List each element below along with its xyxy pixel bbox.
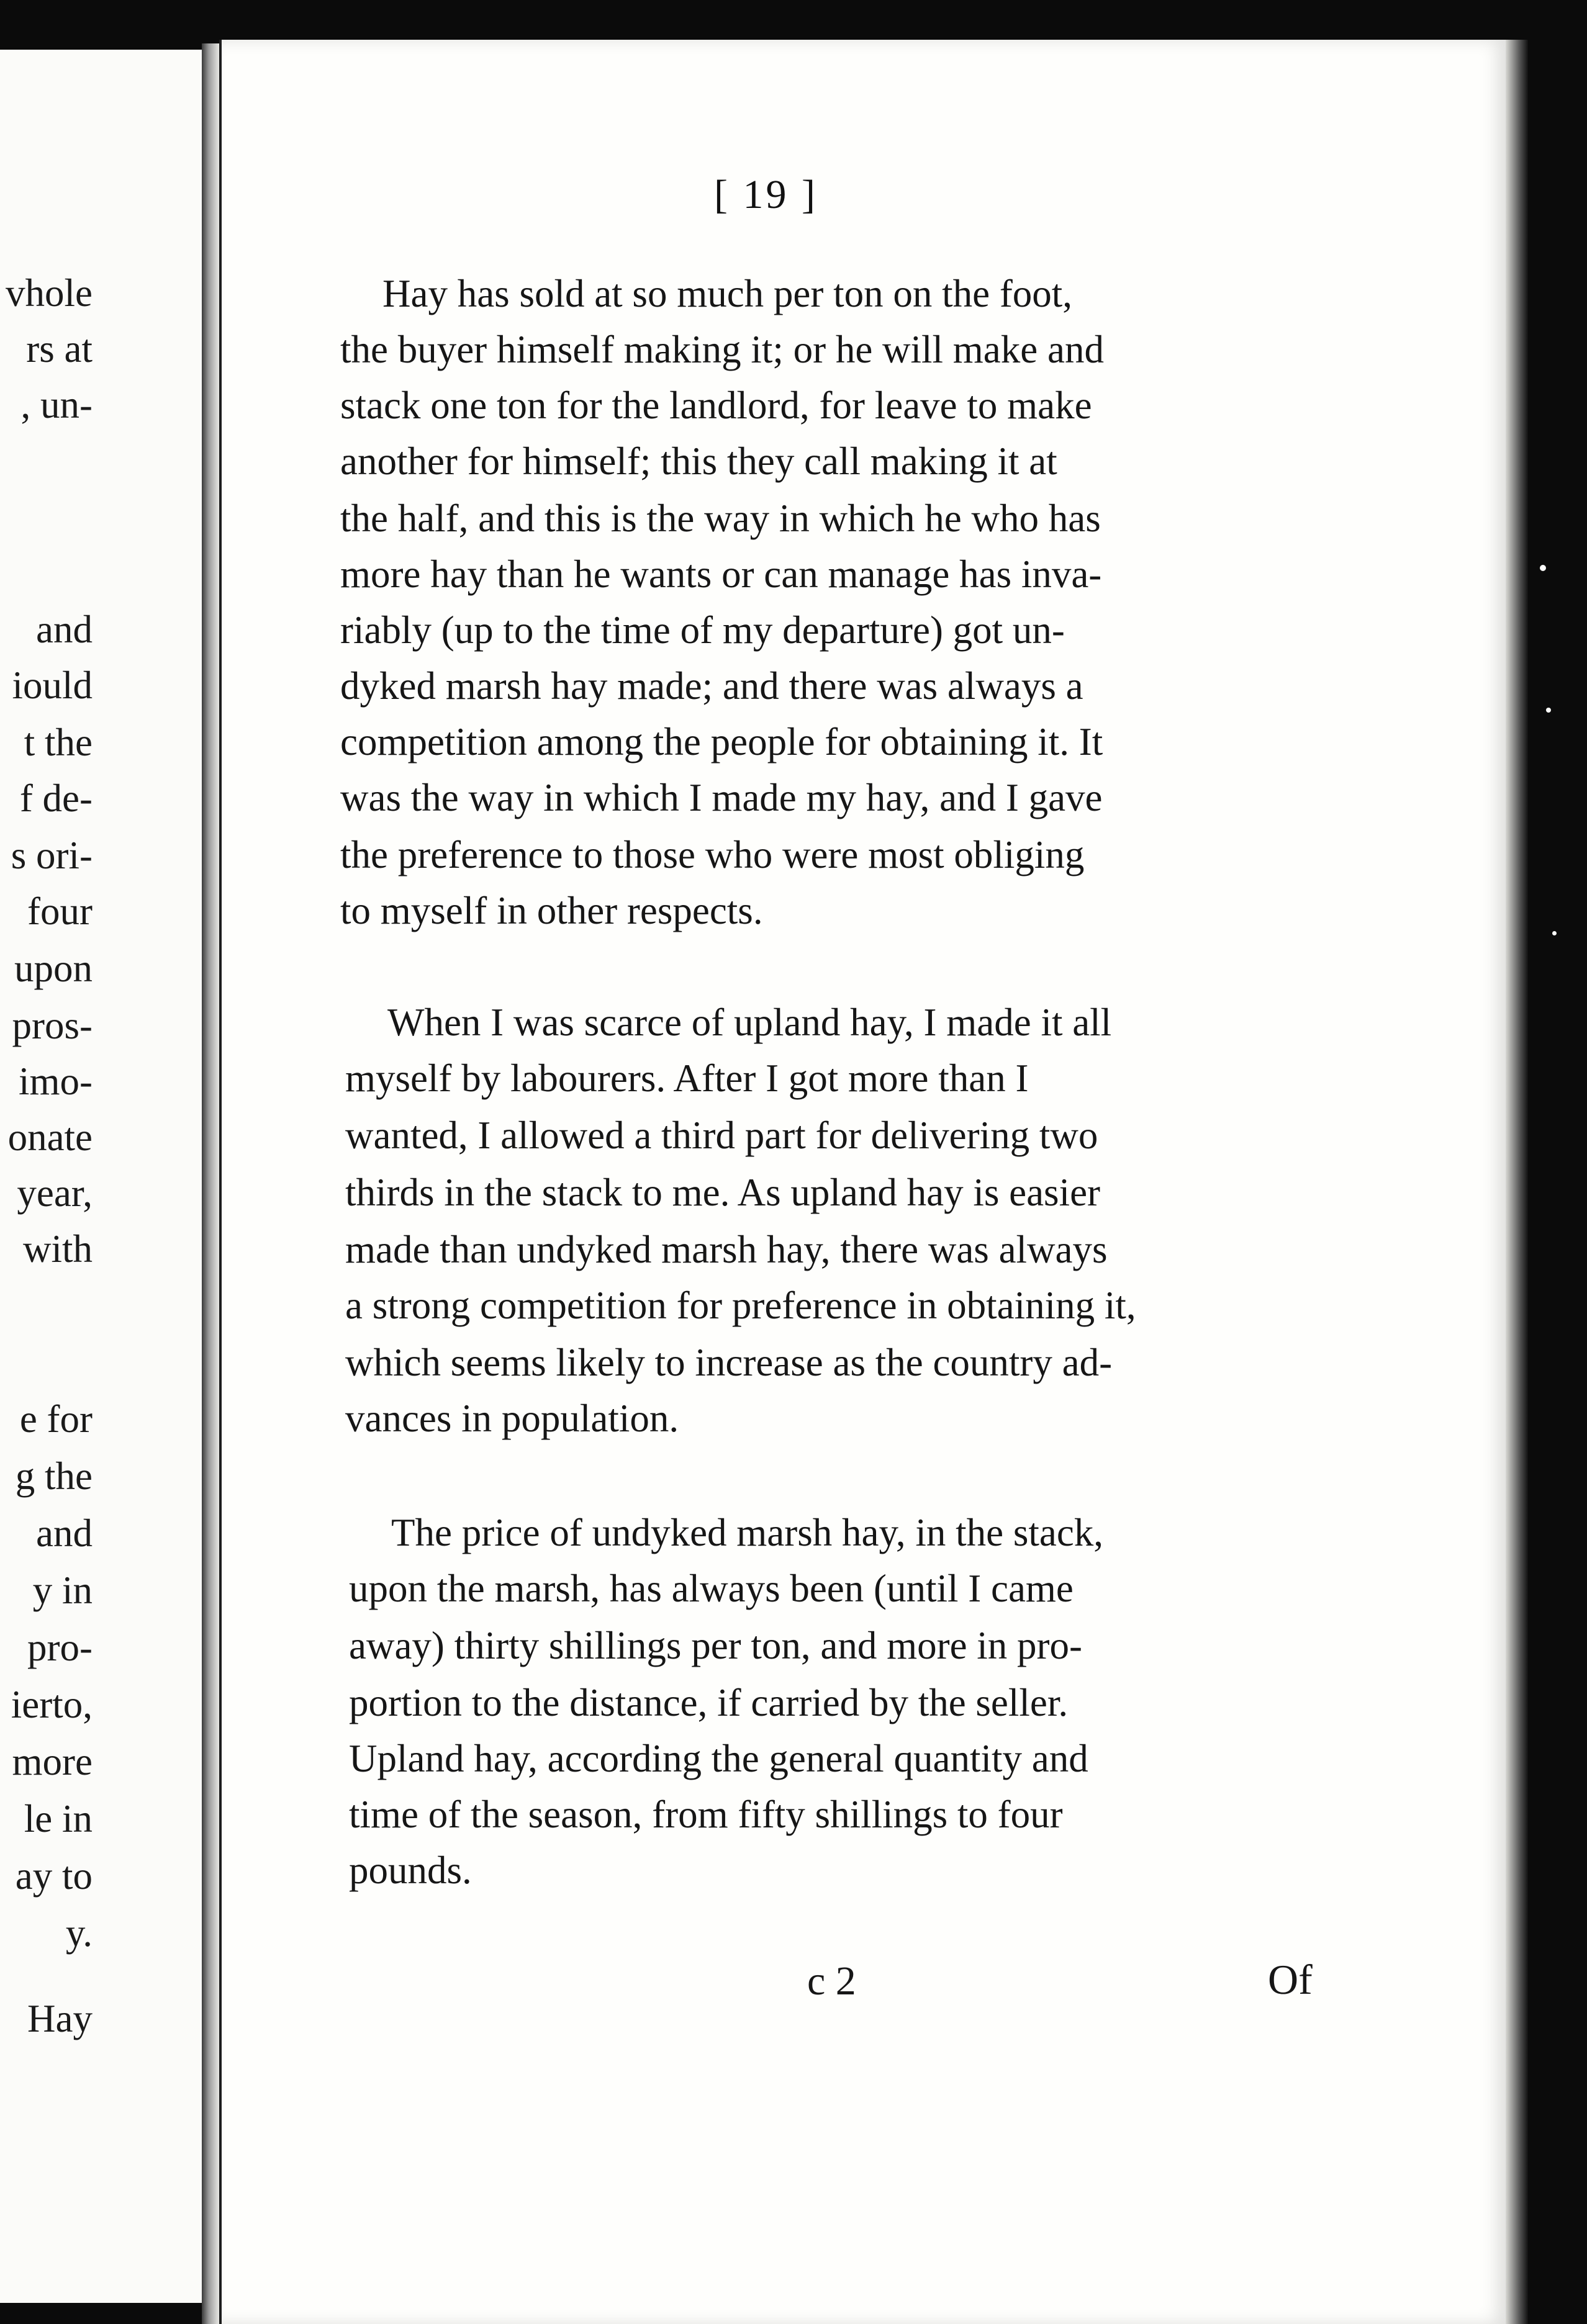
text-line: the half, and this is the way in which he who has bbox=[340, 497, 1101, 540]
text-line: to myself in other respects. bbox=[340, 889, 763, 932]
left-fragment-line: ay to bbox=[15, 1854, 93, 1898]
left-fragment-line: four bbox=[27, 890, 93, 933]
text-line: upon the marsh, has always been (until I came bbox=[349, 1567, 1074, 1610]
text-line: portion to the distance, if carried by the seller. bbox=[349, 1681, 1069, 1724]
left-fragment-line: onate bbox=[7, 1115, 93, 1159]
left-fragment-line: upon bbox=[14, 947, 93, 990]
left-fragment-line: le in bbox=[24, 1797, 93, 1840]
text-line: away) thirty shillings per ton, and more in pro- bbox=[349, 1624, 1083, 1667]
left-fragment-line: y in bbox=[32, 1569, 93, 1612]
left-fragment-line: and bbox=[36, 1511, 93, 1555]
text-line: myself by labourers. After I got more than I bbox=[345, 1056, 1029, 1100]
signature-mark: c 2 bbox=[807, 1958, 856, 2004]
left-fragment-line: , un- bbox=[20, 383, 93, 426]
book-gutter bbox=[202, 43, 219, 2324]
text-line: competition among the people for obtaining it. It bbox=[340, 720, 1103, 763]
scan-speck bbox=[1540, 565, 1546, 571]
text-line: The price of undyked marsh hay, in the stack, bbox=[391, 1511, 1104, 1554]
left-fragment-line: rs at bbox=[26, 327, 93, 371]
text-line: was the way in which I made my hay, and I gave bbox=[340, 776, 1103, 819]
text-line: riably (up to the time of my departure) got un- bbox=[340, 608, 1065, 652]
text-line: more hay than he wants or can manage has inva- bbox=[340, 552, 1102, 596]
text-line: time of the season, from fifty shillings to four bbox=[349, 1793, 1063, 1836]
left-fragment-line: with bbox=[22, 1227, 93, 1271]
left-fragment-line: s ori- bbox=[11, 834, 93, 877]
text-line: stack one ton for the landlord, for leave to make bbox=[340, 384, 1092, 427]
text-line: pounds. bbox=[349, 1849, 472, 1892]
text-line: thirds in the stack to me. As upland hay is easier bbox=[345, 1171, 1101, 1214]
facing-page-left bbox=[0, 50, 206, 2303]
left-fragment-line: e for bbox=[19, 1397, 93, 1441]
left-fragment-line: and bbox=[36, 608, 93, 651]
text-line: dyked marsh hay made; and there was always a bbox=[340, 664, 1083, 708]
left-fragment-line: t the bbox=[24, 721, 93, 764]
text-line: the preference to those who were most obliging bbox=[340, 833, 1085, 876]
left-fragment-line: ierto, bbox=[11, 1683, 93, 1726]
left-fragment-line: Hay bbox=[27, 1997, 93, 2040]
left-fragment-line: more bbox=[12, 1740, 93, 1783]
text-line: wanted, I allowed a third part for delivering two bbox=[345, 1114, 1098, 1157]
left-fragment-line: y. bbox=[65, 1911, 93, 1955]
left-fragment-line: pros- bbox=[12, 1004, 93, 1047]
scan-speck bbox=[1552, 931, 1557, 935]
page-edge-shadow bbox=[1506, 40, 1528, 2324]
text-line: Upland hay, according the general quantity and bbox=[349, 1737, 1088, 1780]
text-line: which seems likely to increase as the country ad- bbox=[345, 1341, 1113, 1384]
left-fragment-line: year, bbox=[17, 1171, 93, 1215]
left-fragment-line: imo- bbox=[19, 1060, 93, 1103]
text-line: Hay has sold at so much per ton on the foot, bbox=[382, 272, 1073, 315]
scan-speck bbox=[1546, 708, 1551, 713]
text-line: made than undyked marsh hay, there was always bbox=[345, 1228, 1108, 1271]
text-line: vances in population. bbox=[345, 1397, 679, 1440]
left-fragment-line: iould bbox=[12, 664, 93, 707]
left-fragment-line: g the bbox=[15, 1454, 93, 1498]
text-line: another for himself; this they call making it at bbox=[340, 439, 1057, 483]
left-fragment-line: pro- bbox=[27, 1626, 93, 1669]
left-fragment-line: f de- bbox=[19, 777, 93, 820]
text-line: When I was scarce of upland hay, I made it all bbox=[387, 1001, 1112, 1044]
left-fragment-line: vhole bbox=[6, 271, 93, 315]
text-line: a strong competition for preference in obtaining it, bbox=[345, 1284, 1136, 1327]
catchword: Of bbox=[1268, 1956, 1313, 2003]
text-line: the buyer himself making it; or he will make and bbox=[340, 328, 1104, 371]
page-number: [ 19 ] bbox=[714, 172, 818, 217]
